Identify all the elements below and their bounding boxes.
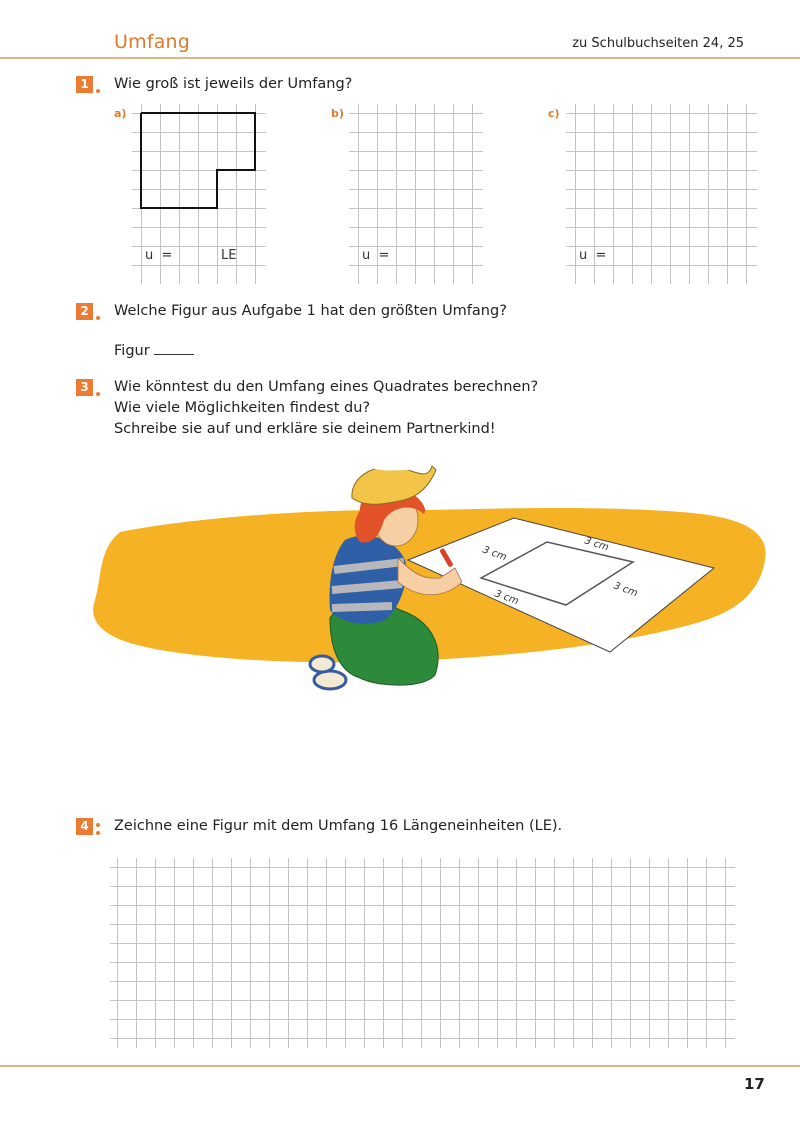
task-number-2: 2 [76,303,93,320]
answer-blank[interactable] [154,340,194,355]
side-label-bottom: 3 cm [492,588,521,608]
task-number-3: 3 [76,379,93,396]
figure-a-label: a) [114,107,127,120]
task-marker-dot [96,89,100,93]
answer-label: Figur [114,343,150,359]
boy-shoe [310,656,334,672]
task-number-1: 1 [76,76,93,93]
task-1-question: Wie groß ist jeweils der Umfang? [114,76,353,92]
header-divider [0,57,800,59]
equals-sign: = [378,248,390,263]
page-title: Umfang [114,31,191,53]
side-label-right: 3 cm [611,580,640,600]
page-number: 17 [744,1075,765,1093]
task-marker-dot [96,316,100,320]
figure-c-perimeter-label [579,248,606,263]
textbook-reference: zu Schulbuchseiten 24, 25 [572,36,744,51]
figure-a-answer-field[interactable] [180,246,216,264]
u-symbol: u [145,248,154,263]
drawing-grid[interactable] [110,858,735,1048]
footer-divider [0,1065,800,1067]
figure-c-answer-field[interactable] [613,246,713,264]
boy-cap [352,466,436,504]
task-3-line-2: Wie viele Möglichkeiten findest du? [114,400,371,416]
side-label-top: 3 cm [583,535,611,554]
task-3-line-3: Schreibe sie auf und erkläre sie deinem Partnerkind! [114,421,496,437]
u-symbol: u [579,248,588,263]
figure-b-answer-field[interactable] [396,246,466,264]
task-2-question: Welche Figur aus Aufgabe 1 hat den größten Umfang? [114,303,507,319]
equals-sign: = [595,248,607,263]
task-marker-dot [96,831,100,835]
equals-sign: = [161,248,173,263]
task-marker-dot [96,392,100,396]
figure-b-perimeter-label [362,248,389,263]
u-symbol: u [362,248,371,263]
figure-a-unit: LE [221,248,237,263]
figure-b-label: b) [331,107,344,120]
boy-drawing-square-illustration [0,450,800,710]
side-label-left: 3 cm [480,544,509,564]
figure-c-label: c) [548,107,560,120]
task-2-answer-line [114,340,194,362]
figure-a-perimeter-label [145,248,172,263]
task-4-question: Zeichne eine Figur mit dem Umfang 16 Längeneinheiten (LE). [114,818,563,834]
boy-shoe [314,671,346,689]
task-3-line-1: Wie könntest du den Umfang eines Quadrates berechnen? [114,379,539,395]
task-marker-dot [96,823,100,827]
task-number-4: 4 [76,818,93,835]
